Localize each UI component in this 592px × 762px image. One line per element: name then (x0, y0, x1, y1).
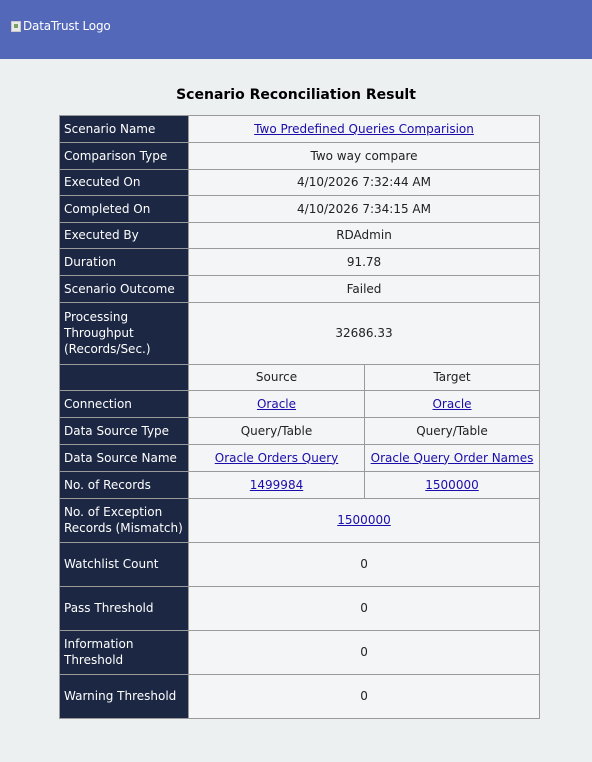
row-processing-throughput (60, 302, 540, 364)
row-label: Information Threshold (60, 630, 189, 674)
row-pass-threshold (60, 586, 540, 630)
warning-threshold-value: 0 (189, 674, 540, 718)
row-data-source-name (60, 444, 540, 471)
row-watchlist-count (60, 542, 540, 586)
row-compare-header (60, 364, 540, 391)
comparison-type-value: Two way compare (189, 143, 540, 170)
executed-on-value: 4/10/2026 7:32:44 AM (189, 169, 540, 196)
row-label: No. of Records (60, 471, 189, 498)
row-label: Scenario Outcome (60, 275, 189, 302)
source-type-value: Query/Table (189, 418, 365, 445)
reconciliation-result-table (59, 115, 540, 719)
row-label: Duration (60, 249, 189, 276)
row-label: Watchlist Count (60, 542, 189, 586)
row-information-threshold (60, 630, 540, 674)
row-data-source-type (60, 418, 540, 445)
completed-on-value: 4/10/2026 7:34:15 AM (189, 196, 540, 223)
target-connection-link[interactable]: Oracle (432, 397, 472, 411)
row-label: Executed By (60, 222, 189, 249)
row-scenario-outcome (60, 275, 540, 302)
row-executed-on (60, 169, 540, 196)
row-label: Data Source Type (60, 418, 189, 445)
row-label: Processing Throughput (Records/Sec.) (60, 302, 189, 364)
source-connection-link[interactable]: Oracle (256, 397, 297, 411)
row-no-of-records (60, 471, 540, 498)
row-warning-threshold (60, 674, 540, 718)
row-label: Data Source Name (60, 444, 189, 471)
row-duration (60, 249, 540, 276)
executed-by-value: RDAdmin (189, 222, 540, 249)
source-column-header: Source (189, 364, 365, 391)
source-name-link[interactable]: Oracle Orders Query (214, 450, 339, 465)
scenario-name-link[interactable]: Two Predefined Queries Comparision (254, 122, 474, 136)
app-header (0, 0, 592, 59)
row-label: Comparison Type (60, 143, 189, 170)
row-label: Pass Threshold (60, 586, 189, 630)
row-label: Connection (60, 391, 189, 418)
row-label: Warning Threshold (60, 674, 189, 718)
throughput-value: 32686.33 (189, 302, 540, 364)
row-scenario-name (60, 116, 540, 143)
empty-header-cell (60, 364, 189, 391)
broken-image-icon (11, 21, 21, 32)
source-records-link[interactable]: 1499984 (249, 477, 304, 492)
row-label: No. of Exception Records (Mismatch) (60, 498, 189, 542)
row-connection (60, 391, 540, 418)
page-title: Scenario Reconciliation Result (176, 87, 416, 103)
target-type-value: Query/Table (365, 418, 540, 445)
row-label: Executed On (60, 169, 189, 196)
target-name-link[interactable]: Oracle Query Order Names (370, 450, 534, 465)
row-label: Completed On (60, 196, 189, 223)
exception-records-link[interactable]: 1500000 (337, 513, 391, 527)
duration-value: 91.78 (189, 249, 540, 276)
datatrust-logo[interactable] (11, 19, 111, 33)
row-exception-records (60, 498, 540, 542)
row-comparison-type (60, 143, 540, 170)
information-threshold-value: 0 (189, 630, 540, 674)
watchlist-count-value: 0 (189, 542, 540, 586)
target-records-link[interactable]: 1500000 (425, 477, 479, 492)
logo-alt-text: DataTrust Logo (23, 19, 111, 33)
row-completed-on (60, 196, 540, 223)
target-column-header: Target (365, 364, 540, 391)
scenario-outcome-status: Failed (189, 275, 540, 302)
row-executed-by (60, 222, 540, 249)
row-label: Scenario Name (60, 116, 189, 143)
pass-threshold-value: 0 (189, 586, 540, 630)
